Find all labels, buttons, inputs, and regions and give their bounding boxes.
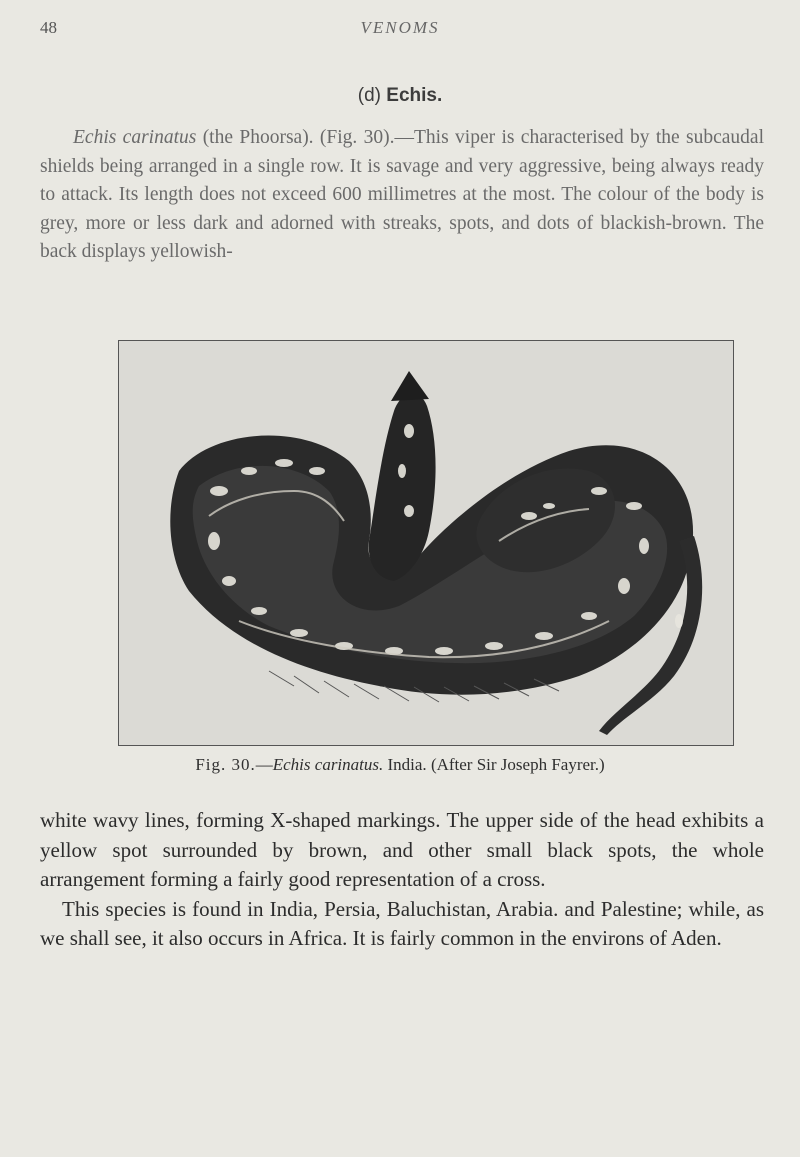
paragraph-continuation: white wavy lines, forming X-shaped markings. The upper side of the head exhibits a yellow spot surrounded by brown, and other small black spots, the whole arrangement forming a fairly good representation of a cross. — [40, 808, 764, 891]
paragraph-top — [40, 124, 764, 267]
figure-caption: Fig. 30.—Echis carinatus. India. (After Sir Joseph Fayrer.) — [195, 755, 605, 774]
snake-drawing — [119, 341, 733, 745]
snake-illustration — [118, 340, 734, 746]
paragraph-bottom — [40, 806, 764, 954]
section-marker: (d) — [357, 85, 381, 106]
running-head: VENOMS — [360, 18, 440, 37]
page-number: 48 — [40, 18, 57, 37]
section-title: Echis. — [386, 85, 443, 106]
figure-credit: (After Sir Joseph Fayrer.) — [430, 755, 605, 774]
species-name: Echis carinatus — [73, 127, 197, 148]
paragraph-top-text: (the Phoorsa). (Fig. 30).—This viper is characterised by the subcaudal shields being arranged in a single row. It is savage and very aggressive, being always ready to attack. Its length does not exceed 600 millimetres at the most. The colour of the body is grey, more or less dark and adorned with streaks, spots, and dots of blackish-brown. The back displays yellowish- — [40, 127, 764, 262]
figure-species: Echis carinatus. — [272, 755, 384, 774]
figure-location: India. — [387, 755, 427, 774]
figure-label: Fig. 30. — [195, 755, 256, 774]
section-heading — [0, 85, 800, 107]
paragraph-distribution: This species is found in India, Persia, Baluchistan, Arabia. and Palestine; while, as we shall see, it also occurs in Africa. It is fairly common in the environs of Aden. — [40, 896, 764, 950]
